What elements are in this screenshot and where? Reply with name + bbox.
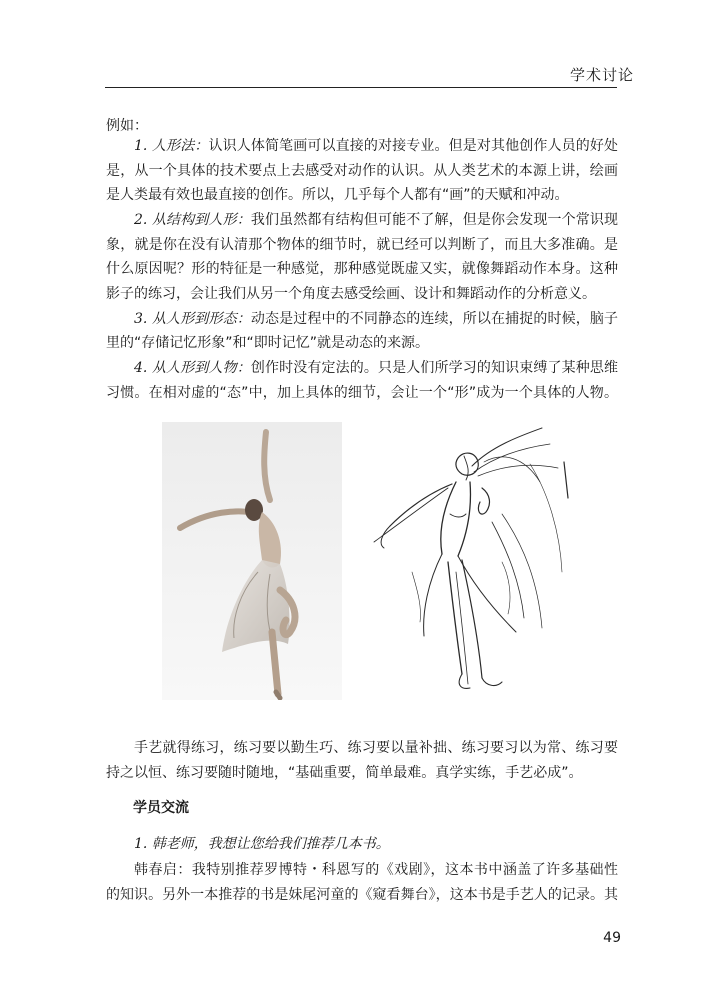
- item2-line3: 什么原因呢？形的特征是一种感觉，那种感觉既虚又实，就像舞蹈动作本身。这种: [106, 261, 618, 277]
- item2-text: 我们虽然都有结构但可能不了解，但是你会发现一个常识现: [250, 212, 618, 228]
- item4-text: 创作时没有定法的。只是人们所学习的知识束缚了某种思维: [250, 360, 618, 376]
- item3-label: 3. 从人形到形态：: [134, 311, 251, 327]
- item4-label: 4. 从人形到人物：: [134, 360, 251, 376]
- gesture-sketch-art: [352, 422, 584, 700]
- item1-line2: 是，从一个具体的技术要点上去感受对动作的认识。从人类艺术的本源上讲，绘画: [106, 163, 618, 179]
- item3-line1: [134, 310, 618, 328]
- section-title: 学员交流: [133, 800, 189, 816]
- practice-line2: 持之以恒、练习要随时随地，“基础重要，简单最难。真学实练，手艺必成”。: [106, 765, 583, 781]
- item1-text: 认识人体简笔画可以直接的对接专业。但是对其他创作人员的好处: [208, 138, 619, 154]
- intro-text: 例如：: [106, 118, 148, 134]
- practice-line1: 手艺就得练习，练习要以勤生巧、练习要以量补拙、练习要习以为常、练习要: [134, 740, 618, 756]
- answer-1-line2: 的知识。另外一本推荐的书是妹尾河童的《窥看舞台》，这本书是手艺人的记录。其: [106, 887, 618, 903]
- item2-line2: 象，就是你在没有认清那个物体的细节时，就已经可以判断了，而且大多准确。是: [106, 237, 618, 253]
- item4-line2: 习惯。在相对虚的“态”中，加上具体的细节，会让一个“形”成为一个具体的人物。: [106, 385, 618, 401]
- item2-label: 2. 从结构到人形：: [134, 212, 251, 228]
- header-rule: [105, 87, 617, 88]
- item2-line1: [134, 211, 618, 229]
- item3-text: 动态是过程中的不同静态的连续，所以在捕捉的时候，脑子: [250, 311, 618, 327]
- item3-line2: 里的“存储记忆形象”和“即时记忆”就是动态的来源。: [106, 335, 430, 351]
- item2-line4: 影子的练习，会让我们从另一个角度去感受绘画、设计和舞蹈动作的分析意义。: [106, 286, 596, 302]
- gesture-sketch: [352, 422, 584, 700]
- question-1: 1. 韩老师，我想让您给我们推荐几本书。: [134, 836, 390, 852]
- page-number: 49: [603, 930, 621, 946]
- item1-line1: [134, 137, 618, 155]
- dancer-photo-art: [162, 422, 342, 700]
- header-title: 学术讨论: [569, 66, 634, 84]
- item4-line1: [134, 359, 618, 377]
- item1-line3: 是人类最有效也最直接的创作。所以，几乎每个人都有“画”的天赋和冲动。: [106, 187, 569, 203]
- answer-1-line1: 韩春启：我特别推荐罗博特・科恩写的《戏剧》，这本书中涵盖了许多基础性: [134, 862, 618, 878]
- dancer-photo: [162, 422, 342, 700]
- item1-label: 1. 人形法：: [134, 138, 209, 154]
